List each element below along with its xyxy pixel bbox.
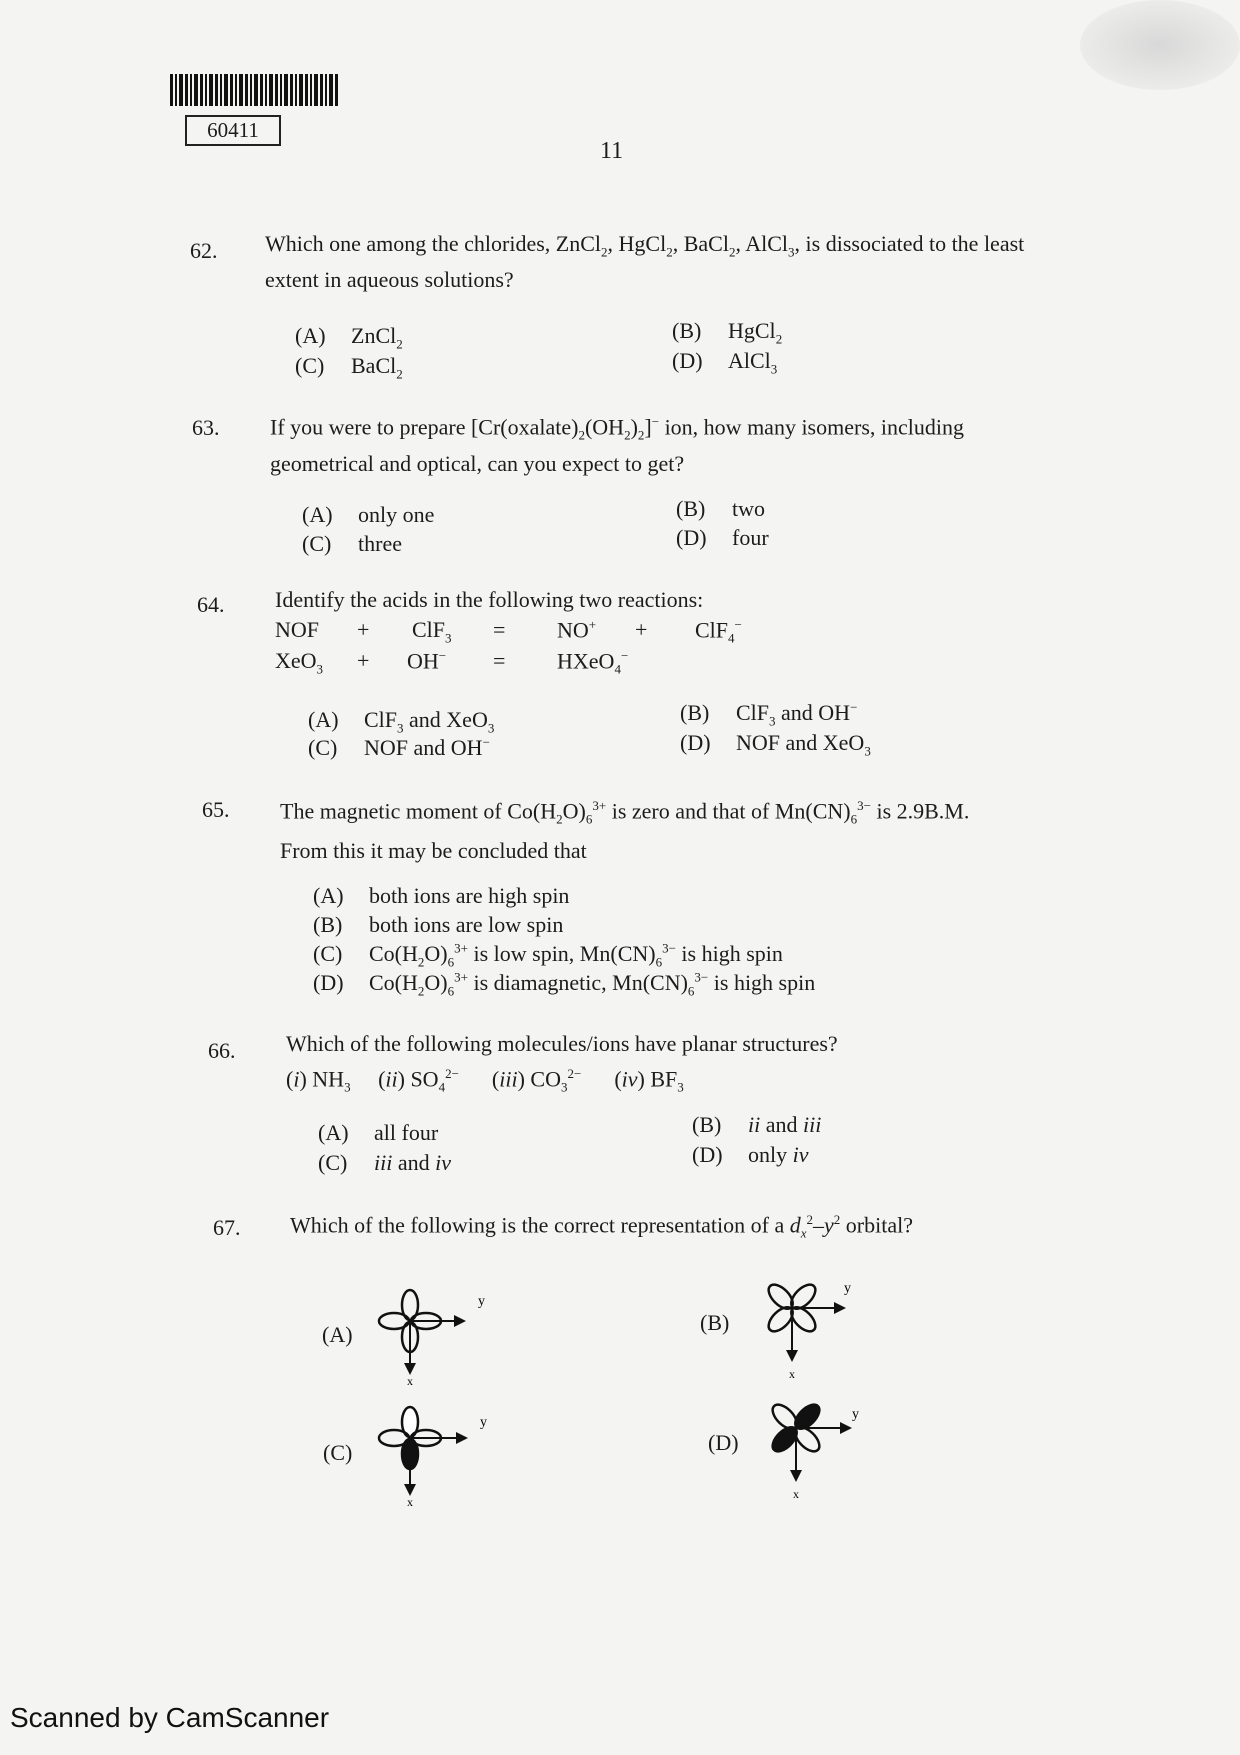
question-number: 63. xyxy=(192,415,220,440)
reaction-term: XeO$_3$ xyxy=(275,648,324,677)
question-number: 62. xyxy=(190,238,218,263)
option-label: (C) xyxy=(295,353,325,378)
option-label: (C) xyxy=(302,531,332,556)
question-items: (i) $NH_3$ (ii) $SO_4^{2-}$ (iii) $CO_3^{2-}$ (iv) $BF_3$ xyxy=(286,1066,684,1095)
axis-label-x: x xyxy=(407,1495,413,1507)
option-b[interactable] xyxy=(676,496,765,522)
reaction-term: OH− xyxy=(407,648,447,674)
axis-label-y: y xyxy=(844,1281,851,1296)
option-text: all four xyxy=(374,1120,439,1145)
reaction-term: = xyxy=(493,648,506,673)
barcode xyxy=(170,74,338,106)
option-label: (B) xyxy=(692,1112,722,1137)
reaction-2 xyxy=(275,648,775,676)
option-a[interactable] xyxy=(313,883,569,909)
option-text: two xyxy=(732,496,765,521)
question-text: If you were to prepare $[Cr(oxalate)_2(OH_2)_2]^-$ ion, how many isomers, including geometrical and optical, can you expect to get? xyxy=(270,414,964,476)
option-text: ii and iii xyxy=(748,1112,822,1137)
option-a[interactable] xyxy=(302,502,434,528)
option-text: HgCl$_2$ xyxy=(728,318,783,347)
option-label: (B) xyxy=(676,496,706,521)
orbital-diagram-b[interactable] xyxy=(758,1270,888,1380)
option-text: ClF$_3$ and XeO$_3$ xyxy=(364,707,495,736)
option-text: ZnCl$_2$ xyxy=(351,323,403,352)
option-text: $Co(H_2O)_6^{3+}$ is low spin, $Mn(CN)_6^{3-}$ is high spin xyxy=(369,941,783,970)
option-text: only iv xyxy=(748,1142,809,1167)
option-text: both ions are low spin xyxy=(369,912,564,937)
option-c[interactable] xyxy=(318,1150,451,1176)
option-b[interactable] xyxy=(680,700,857,730)
option-d[interactable] xyxy=(692,1142,809,1168)
option-text: NOF and XeO$_3$ xyxy=(736,730,871,759)
option-text: iii and iv xyxy=(374,1150,451,1175)
axis-label-y: y xyxy=(852,1407,859,1422)
reaction-term: + xyxy=(357,617,370,642)
axis-label-y: y xyxy=(478,1294,485,1309)
option-d[interactable] xyxy=(676,525,769,551)
option-c[interactable] xyxy=(302,531,402,557)
option-a[interactable] xyxy=(295,323,403,352)
page-number: 11 xyxy=(600,138,624,164)
option-label: (D) xyxy=(672,348,703,373)
option-b[interactable] xyxy=(672,318,782,347)
option-label: (B) xyxy=(700,1310,730,1335)
option-text: $Co(H_2O)_6^{3+}$ is diamagnetic, $Mn(CN)_6^{3-}$ is high spin xyxy=(369,970,816,999)
reaction-term: ClF$_4$− xyxy=(695,617,742,646)
option-label: (C) xyxy=(308,735,338,761)
orbital-diagram-a[interactable] xyxy=(370,1285,500,1385)
question-text: Which of the following molecules/ions have planar structures? xyxy=(286,1031,838,1056)
question-text: The magnetic moment of $Co(H_2O)_6^{3+}$ is zero and that of $Mn(CN)_6^{3-}$ is 2.9B.M. From this it may be concluded that xyxy=(280,798,970,863)
axis-label-x: x xyxy=(407,1374,413,1385)
option-a[interactable] xyxy=(308,707,494,736)
option-label: (C) xyxy=(323,1440,353,1465)
reaction-1 xyxy=(275,617,775,645)
scanner-watermark: Scanned by CamScanner xyxy=(10,1702,330,1733)
scan-smudge xyxy=(1080,0,1240,90)
question-text: Which of the following is the correct representation of a $d_x^2-y^2$ orbital? xyxy=(290,1212,913,1241)
option-label: (D) xyxy=(680,730,711,755)
question-text: Which one among the chlorides, ZnCl$_2$, HgCl$_2$, BaCl$_2$, AlCl$_3$, is dissociated to the least extent in aqueous solutions? xyxy=(265,231,1025,293)
option-d[interactable] xyxy=(680,730,871,759)
axis-label-x: x xyxy=(789,1367,795,1380)
option-c[interactable] xyxy=(308,735,490,761)
question-number: 67. xyxy=(213,1215,241,1240)
option-label: (D) xyxy=(708,1430,739,1455)
option-label: (D) xyxy=(676,525,707,550)
option-c[interactable] xyxy=(313,941,783,971)
barcode-number: 60411 xyxy=(185,115,281,146)
option-b[interactable] xyxy=(313,912,563,938)
option-label: (A) xyxy=(302,502,333,527)
option-label: (D) xyxy=(692,1142,723,1167)
option-c[interactable] xyxy=(295,353,403,382)
option-label: (A) xyxy=(322,1322,353,1347)
option-text: three xyxy=(358,531,402,556)
option-label: (B) xyxy=(313,912,343,937)
option-b[interactable] xyxy=(692,1112,821,1138)
option-label: (C) xyxy=(318,1150,348,1175)
option-text: both ions are high spin xyxy=(369,883,570,908)
question-number: 66. xyxy=(208,1038,236,1063)
option-label: (A) xyxy=(313,883,344,908)
reaction-term: ClF$_3$ xyxy=(412,617,452,646)
option-a[interactable] xyxy=(318,1120,438,1146)
reaction-term: NO+ xyxy=(557,617,597,643)
option-text: only one xyxy=(358,502,435,527)
option-label: (C) xyxy=(313,941,343,967)
option-d[interactable] xyxy=(672,348,777,377)
option-label: (B) xyxy=(680,700,710,726)
reaction-term: NOF xyxy=(275,617,320,642)
axis-label-y: y xyxy=(480,1415,487,1430)
option-label: (B) xyxy=(672,318,702,343)
option-text: AlCl$_3$ xyxy=(728,348,778,377)
option-text: BaCl$_2$ xyxy=(351,353,403,382)
option-text: ClF$_3$ and OH− xyxy=(736,700,858,729)
reaction-term: + xyxy=(357,648,370,673)
option-label: (A) xyxy=(308,707,339,732)
reaction-term: = xyxy=(493,617,506,642)
option-text: four xyxy=(732,525,769,550)
option-label: (D) xyxy=(313,970,344,996)
question-number: 64. xyxy=(197,592,225,617)
question-number: 65. xyxy=(202,797,230,822)
axis-label-x: x xyxy=(793,1487,799,1500)
orbital-diagram-c[interactable] xyxy=(370,1402,500,1507)
question-text: Identify the acids in the following two reactions: xyxy=(275,587,704,612)
orbital-diagram-d[interactable] xyxy=(762,1390,892,1500)
reaction-term: HXeO$_4$− xyxy=(557,648,629,677)
option-text: NOF and OH− xyxy=(364,735,490,761)
reaction-term: + xyxy=(635,617,648,642)
option-label: (A) xyxy=(295,323,326,348)
option-d[interactable] xyxy=(313,970,815,1000)
option-label: (A) xyxy=(318,1120,349,1145)
